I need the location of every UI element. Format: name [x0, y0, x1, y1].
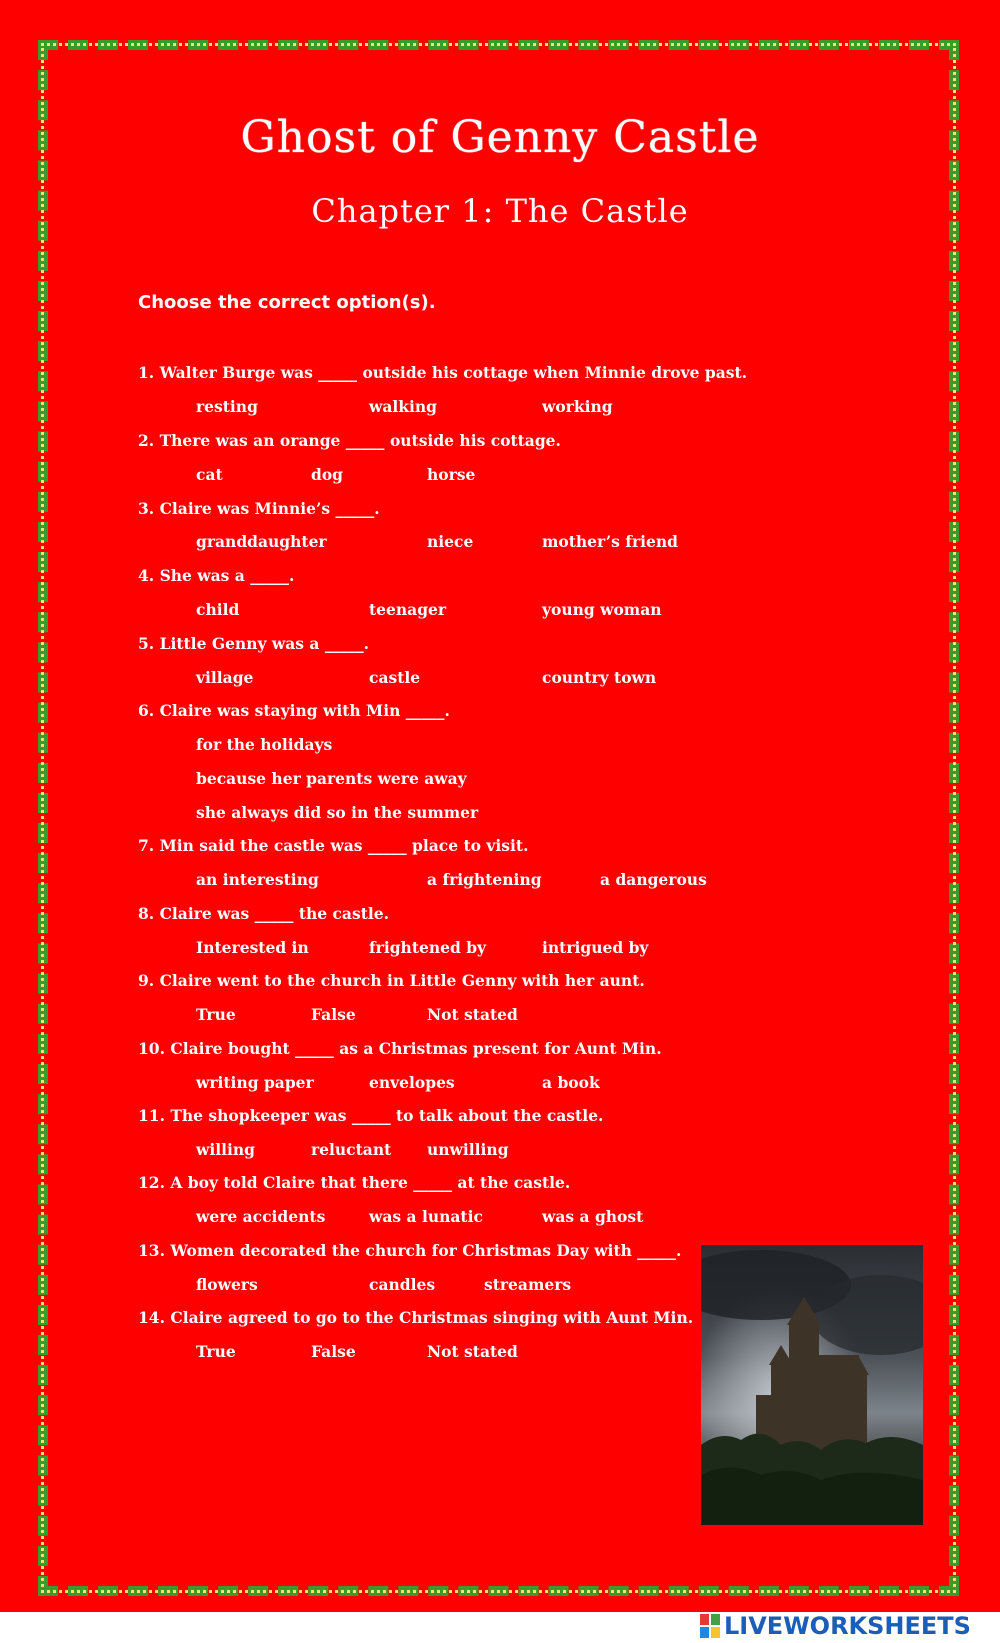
question-12: 12. A boy told Claire that there _____ at the castle. — [138, 1173, 571, 1192]
question-10: 10. Claire bought _____ as a Christmas present for Aunt Min. — [138, 1039, 662, 1058]
option[interactable]: intrigued by — [542, 938, 649, 957]
option[interactable]: niece — [427, 532, 474, 551]
question-9: 9. Claire went to the church in Little Genny with her aunt. — [138, 971, 645, 990]
option[interactable]: were accidents — [196, 1207, 326, 1226]
question-3: 3. Claire was Minnie’s _____. — [138, 499, 380, 518]
instruction-text: Choose the correct option(s). — [138, 292, 436, 313]
option[interactable]: envelopes — [369, 1073, 455, 1092]
option[interactable]: dog — [311, 465, 344, 484]
option[interactable]: frightened by — [369, 938, 487, 957]
question-13: 13. Women decorated the church for Christmas Day with _____. — [138, 1241, 682, 1260]
option[interactable]: castle — [369, 668, 421, 687]
question-2: 2. There was an orange _____ outside his cottage. — [138, 431, 561, 450]
option[interactable]: a frightening — [427, 870, 542, 889]
option[interactable]: mother’s friend — [542, 532, 678, 551]
option[interactable]: village — [196, 668, 254, 687]
question-11: 11. The shopkeeper was _____ to talk about the castle. — [138, 1106, 604, 1125]
option[interactable]: teenager — [369, 600, 447, 619]
question-14: 14. Claire agreed to go to the Christmas singing with Aunt Min. — [138, 1308, 694, 1327]
question-6: 6. Claire was staying with Min _____. — [138, 701, 450, 720]
brand-mark-icon — [700, 1614, 720, 1638]
option[interactable]: granddaughter — [196, 532, 327, 551]
option[interactable]: she always did so in the summer — [196, 803, 479, 822]
option[interactable]: horse — [427, 465, 476, 484]
castle-illustration — [701, 1245, 923, 1525]
option[interactable]: an interesting — [196, 870, 319, 889]
option[interactable]: reluctant — [311, 1140, 392, 1159]
castle-photo — [701, 1245, 923, 1525]
question-1: 1. Walter Burge was _____ outside his cottage when Minnie drove past. — [138, 363, 748, 382]
option[interactable]: working — [542, 397, 613, 416]
question-4: 4. She was a _____. — [138, 566, 295, 585]
chapter-subtitle: Chapter 1: The Castle — [311, 192, 689, 230]
option[interactable]: a book — [542, 1073, 600, 1092]
option[interactable]: cat — [196, 465, 223, 484]
option[interactable]: Interested in — [196, 938, 309, 957]
option[interactable]: True — [196, 1005, 236, 1024]
option[interactable]: country town — [542, 668, 657, 687]
option[interactable]: was a lunatic — [369, 1207, 483, 1226]
liveworksheets-logo — [700, 1610, 971, 1642]
option[interactable]: resting — [196, 397, 258, 416]
option[interactable]: flowers — [196, 1275, 258, 1294]
option[interactable]: young woman — [542, 600, 662, 619]
option[interactable]: for the holidays — [196, 735, 333, 754]
option[interactable]: streamers — [484, 1275, 572, 1294]
option[interactable]: because her parents were away — [196, 769, 467, 788]
brand-name: LIVEWORKSHEETS — [724, 1612, 971, 1640]
option[interactable]: False — [311, 1342, 356, 1361]
option[interactable]: True — [196, 1342, 236, 1361]
question-8: 8. Claire was _____ the castle. — [138, 904, 390, 923]
option[interactable]: unwilling — [427, 1140, 509, 1159]
worksheet-title: Ghost of Genny Castle — [240, 112, 760, 163]
option[interactable]: a dangerous — [600, 870, 707, 889]
option[interactable]: False — [311, 1005, 356, 1024]
option[interactable]: Not stated — [427, 1342, 518, 1361]
option[interactable]: child — [196, 600, 240, 619]
option[interactable]: writing paper — [196, 1073, 314, 1092]
question-5: 5. Little Genny was a _____. — [138, 634, 369, 653]
option[interactable]: Not stated — [427, 1005, 518, 1024]
option[interactable]: candles — [369, 1275, 436, 1294]
option[interactable]: walking — [369, 397, 438, 416]
question-7: 7. Min said the castle was _____ place to visit. — [138, 836, 529, 855]
option[interactable]: willing — [196, 1140, 256, 1159]
option[interactable]: was a ghost — [542, 1207, 644, 1226]
